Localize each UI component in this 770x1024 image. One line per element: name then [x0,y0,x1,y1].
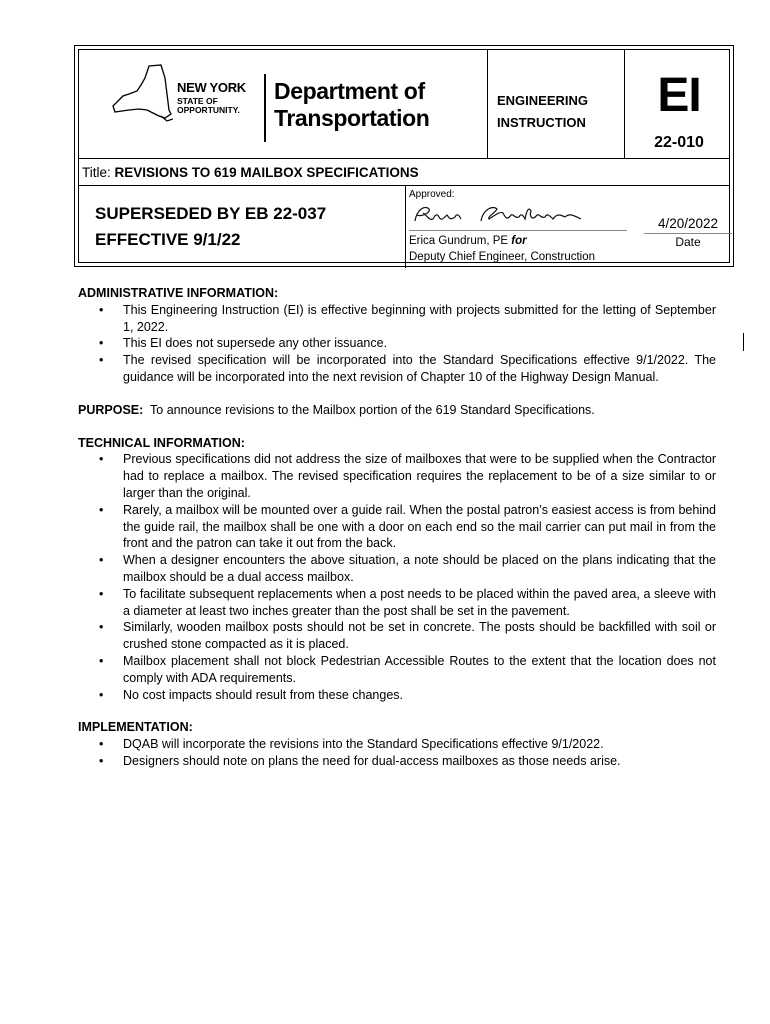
list-item-text: Similarly, wooden mailbox posts should not be set in concrete. The posts should be backfilled with soil or crushed stone compacted as it is placed. [123,620,716,652]
list-item [78,586,716,620]
bullet-icon: • [99,653,104,668]
divider [405,186,406,268]
document-type [497,90,588,134]
list-item-text: No cost impacts should result from these changes. [123,687,403,702]
bullet-icon: • [99,302,104,317]
document-number: 22-010 [654,134,704,151]
list-item-text: Mailbox placement shall not block Pedestrian Accessible Routes to the extent that the location does not comply with ADA requirements. [123,653,716,685]
divider [624,50,625,158]
header-inner-frame [78,49,730,263]
section-administrative [78,285,716,386]
document-type-line-2: INSTRUCTION [497,115,586,130]
state-tagline [177,97,240,115]
list-item-text: This Engineering Instruction (EI) is effective beginning with projects submitted for the letting of September 1, 2022. [123,302,716,334]
signer-name: Erica Gundrum, PE [409,235,509,247]
department-line-1: Department of [274,78,425,104]
state-tagline-line-1: STATE OF [177,96,218,106]
bullet-list [78,302,716,386]
bullet-icon: • [99,553,104,568]
list-item [78,753,716,770]
approved-label: Approved: [409,189,455,200]
section-implementation [78,719,716,769]
bullet-icon: • [99,502,104,517]
date-line [644,233,732,234]
divider [487,50,488,158]
purpose-text: To announce revisions to the Mailbox portion of the 619 Standard Specifications. [150,402,595,417]
bullet-icon: • [99,737,104,752]
margin-mark [743,333,744,351]
state-name: NEW YORK [177,80,246,95]
section-heading: TECHNICAL INFORMATION: [78,435,245,450]
bullet-icon: • [99,753,104,768]
list-item-text: Designers should note on plans the need for dual-access mailboxes as those needs arise. [123,753,621,768]
list-item-text: To facilitate subsequent replacements when a post needs to be placed within the paved area, a sleeve with a diameter at least two inches greater than the post shall be set in the pavement. [123,586,716,618]
document-title: REVISIONS TO 619 MAILBOX SPECIFICATIONS [114,165,419,180]
bullet-icon: • [99,620,104,635]
list-item-text: The revised specification will be incorporated into the Standard Specifications effective 9/1/2022. The guidance will be incorporated into the next revision of Chapter 10 of the Highway Design Manual. [123,353,716,384]
signer-for: for [511,235,527,247]
document-header [74,45,734,267]
superseded-notice [95,201,326,253]
state-tagline-line-2: OPPORTUNITY. [177,105,240,115]
date-label: Date [675,235,701,249]
bullet-icon: • [99,353,104,368]
list-item [78,302,716,336]
approval-date: 4/20/2022 [657,216,719,231]
signature [411,201,601,229]
logo-divider [264,74,266,142]
department-line-2: Transportation [274,105,430,131]
list-item-text: This EI does not supersede any other issuance. [123,336,388,351]
bullet-icon: • [99,586,104,601]
list-item-text: Previous specifications did not address the size of mailboxes that were to be supplied when the Contractor had to replace a mailbox. The revised specification requires the replacement to be of a size similar to or larger than the original. [123,452,716,500]
divider [79,185,729,186]
list-item [78,552,716,586]
superseded-line-1: SUPERSEDED BY EB 22-037 [95,204,327,223]
section-heading: ADMINISTRATIVE INFORMATION: [78,286,279,300]
department-name [274,78,429,132]
list-item [78,687,716,704]
list-item [78,619,716,653]
list-item [78,335,716,352]
document-type-line-1: ENGINEERING [497,93,589,108]
list-item-text: Rarely, a mailbox will be mounted over a guide rail. When the postal patron’s easiest access is from behind the guide rail, the mailbox shall be one with a door on each end so the mail carrier can put mail in from the front and the patron can take it out from the back. [123,502,716,551]
signature-line [409,230,627,231]
bullet-list [78,736,716,770]
section-technical [78,435,716,704]
list-item [78,352,716,386]
section-heading: IMPLEMENTATION: [78,720,193,735]
superseded-line-2: EFFECTIVE 9/1/22 [95,230,241,249]
signer-title: Deputy Chief Engineer, Construction [409,251,596,263]
document-title-row [82,165,419,180]
list-item [78,653,716,687]
title-label: Title: [82,165,111,180]
bullet-icon: • [99,687,104,702]
signer-block [409,233,595,265]
list-item [78,451,716,501]
document-body [78,285,716,786]
signer-line [409,233,595,249]
divider [79,158,729,159]
list-item-text: DQAB will incorporate the revisions into the Standard Specifications effective 9/1/2022. [123,737,604,752]
list-item [78,502,716,552]
list-item [78,736,716,753]
new-york-state-map-icon [109,64,173,124]
bullet-list [78,451,716,703]
bullet-icon: • [99,452,104,467]
section-heading: PURPOSE: [78,402,144,417]
section-purpose [78,402,716,419]
document-code: EI [657,69,701,122]
list-item-text: When a designer encounters the above situation, a note should be placed on the plans indicating that the mailbox should be a dual access mailbox. [123,553,716,584]
bullet-icon: • [99,336,104,351]
